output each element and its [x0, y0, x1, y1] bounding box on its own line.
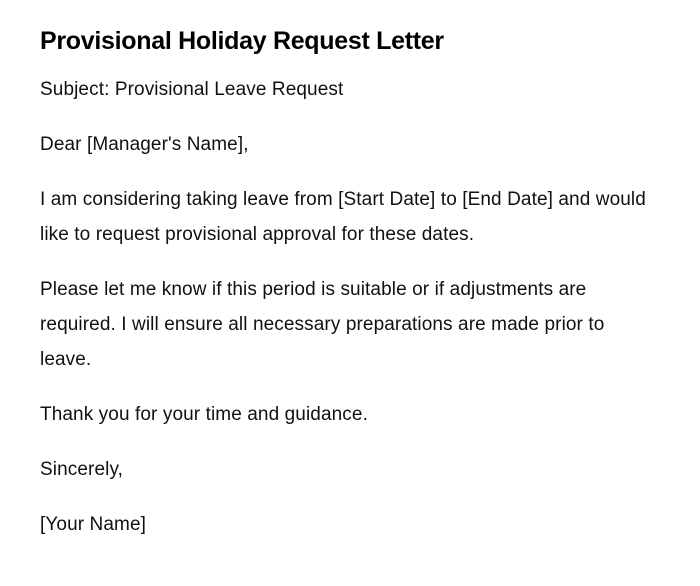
letter-title: Provisional Holiday Request Letter — [40, 27, 444, 55]
letter-paragraph-followup: Please let me know if this period is suitable or if adjustments are required. I will ensure all necessary preparations are made prior to leave. — [40, 279, 605, 370]
letter-closing: Sincerely, — [40, 459, 124, 480]
letter-signature: [Your Name] — [40, 514, 147, 535]
letter-salutation: Dear [Manager's Name], — [40, 134, 249, 155]
letter-paragraph-request: I am considering taking leave from [Start Date] to [End Date] and would like to request provisional approval for these dates. — [40, 189, 646, 245]
letter-paragraph-thanks: Thank you for your time and guidance. — [40, 404, 368, 425]
letter-subject: Subject: Provisional Leave Request — [40, 79, 344, 100]
